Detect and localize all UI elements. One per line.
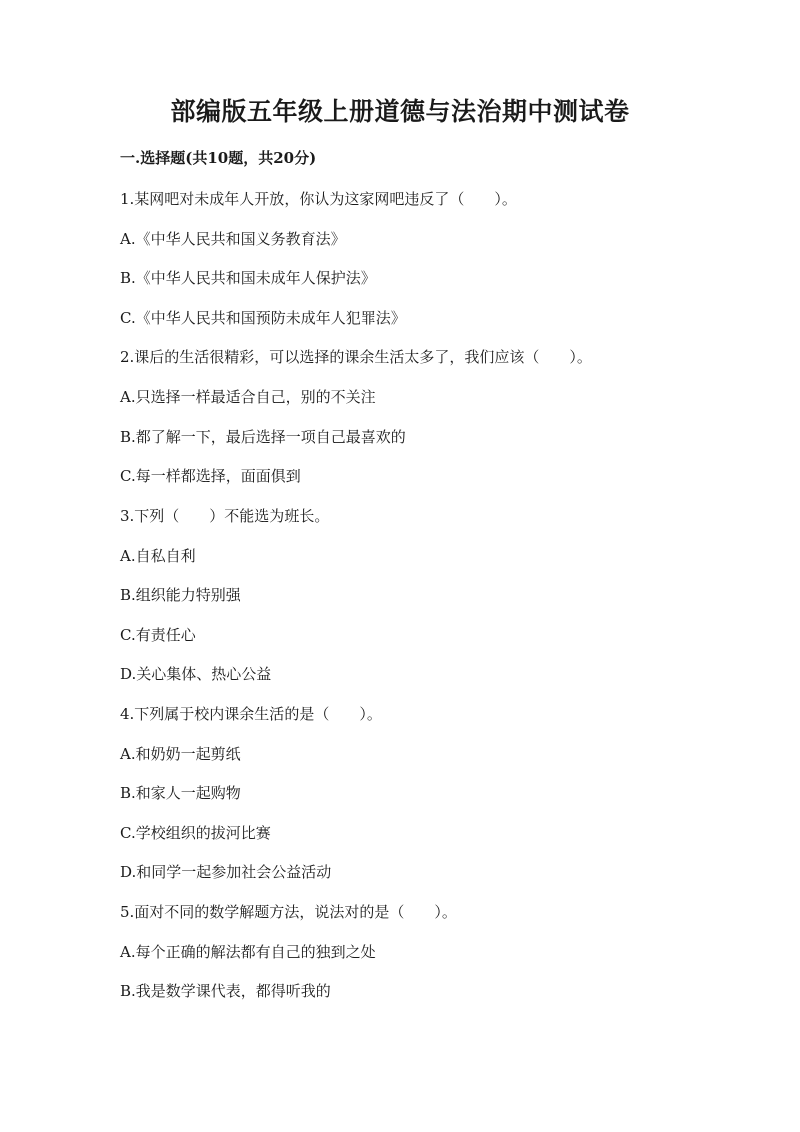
question-4-option-b: B.和家人一起购物 bbox=[120, 784, 241, 802]
question-4-option-d: D.和同学一起参加社会公益活动 bbox=[120, 863, 332, 881]
question-5-option-b: B.我是数学课代表，都得听我的 bbox=[120, 982, 331, 1000]
question-4-option-c: C.学校组织的拔河比赛 bbox=[120, 824, 271, 842]
question-3-option-c: C.有责任心 bbox=[120, 626, 196, 644]
question-2-option-c: C.每一样都选择，面面俱到 bbox=[120, 467, 301, 485]
question-3-option-a: A.自私自利 bbox=[120, 547, 196, 565]
question-5: 5.面对不同的数学解题方法，说法对的是（ ）。 bbox=[120, 903, 457, 921]
page-title: 部编版五年级上册道德与法治期中测试卷 bbox=[170, 97, 630, 126]
section-heading: 一.选择题(共10题，共20分) bbox=[120, 149, 317, 167]
question-4-option-a: A.和奶奶一起剪纸 bbox=[120, 745, 241, 763]
question-2-option-a: A.只选择一样最适合自己，别的不关注 bbox=[120, 388, 376, 406]
question-2: 2.课后的生活很精彩，可以选择的课余生活太多了，我们应该（ ）。 bbox=[120, 348, 592, 366]
question-1: 1.某网吧对未成年人开放，你认为这家网吧违反了（ ）。 bbox=[120, 190, 517, 208]
question-1-option-a: A.《中华人民共和国义务教育法》 bbox=[120, 230, 346, 248]
question-3-option-d: D.关心集体、热心公益 bbox=[120, 665, 272, 683]
question-5-option-a: A.每个正确的解法都有自己的独到之处 bbox=[120, 943, 376, 961]
question-2-option-b: B.都了解一下，最后选择一项自己最喜欢的 bbox=[120, 428, 406, 446]
question-3-option-b: B.组织能力特别强 bbox=[120, 586, 241, 604]
question-4: 4.下列属于校内课余生活的是（ ）。 bbox=[120, 705, 382, 723]
question-3: 3.下列（ ）不能选为班长。 bbox=[120, 507, 330, 525]
question-1-option-b: B.《中华人民共和国未成年人保护法》 bbox=[120, 269, 376, 287]
question-1-option-c: C.《中华人民共和国预防未成年人犯罪法》 bbox=[120, 309, 406, 327]
